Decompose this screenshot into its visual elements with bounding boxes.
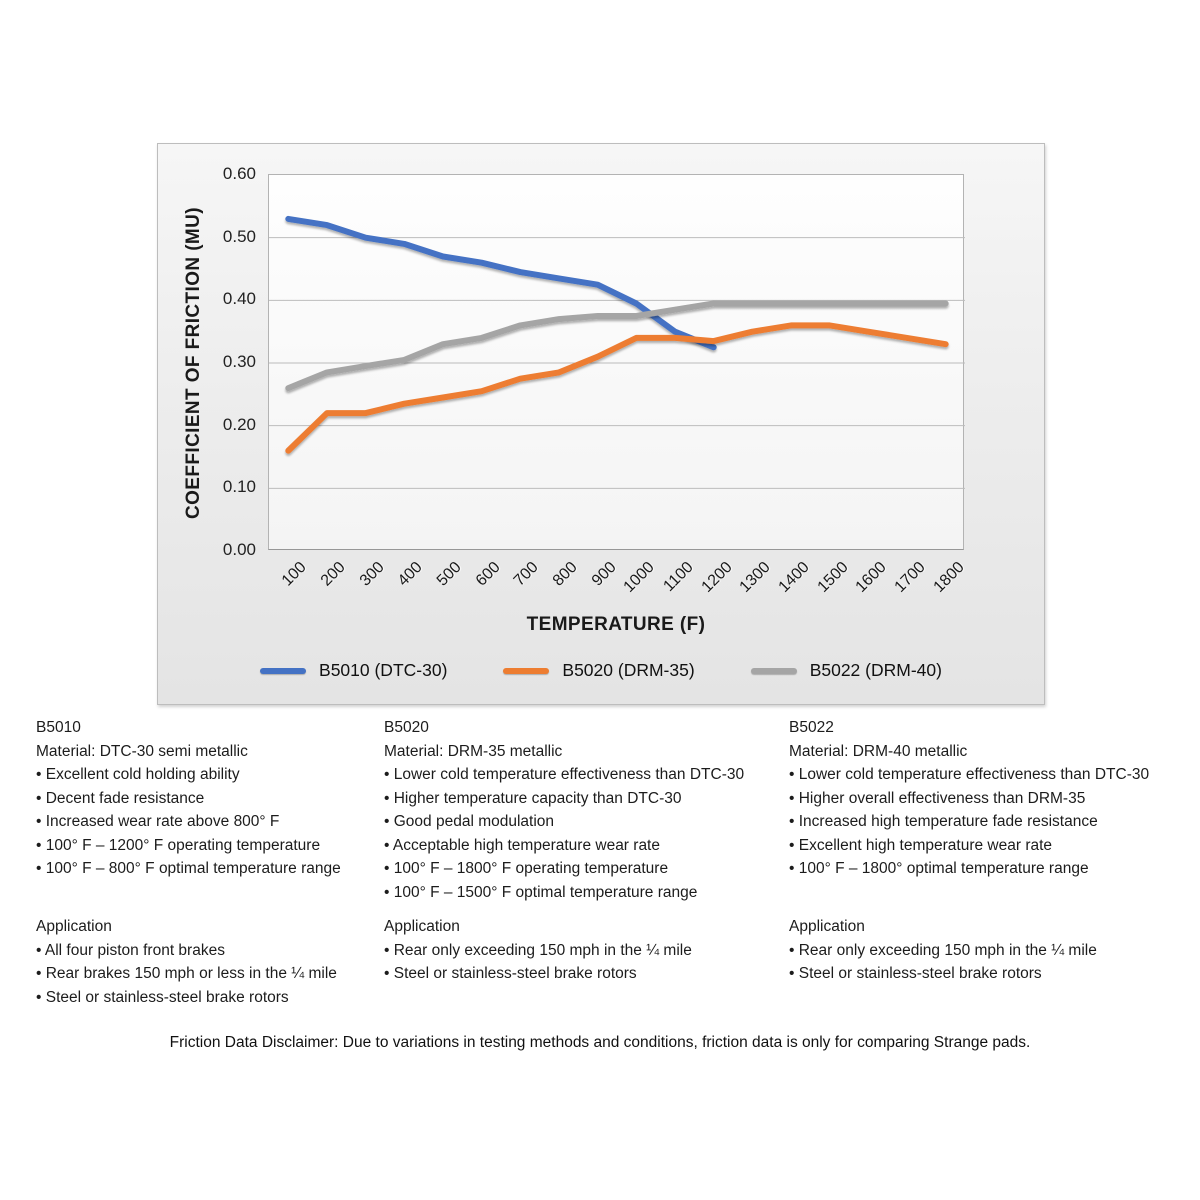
y-tick-label: 0.10 [222, 477, 256, 497]
friction-chart-card [157, 143, 1045, 705]
x-tick-label: 1500 [814, 558, 852, 596]
legend-label: B5010 (DTC-30) [319, 660, 448, 680]
bullet-item: • Lower cold temperature effectiveness than DTC-30 [789, 763, 1181, 787]
x-tick-label: 1700 [891, 558, 929, 596]
x-tick-label: 1600 [852, 558, 891, 596]
pad-id: B5010 [36, 719, 81, 736]
bullet-item: • 100° F – 1800° optimal temperature range [789, 857, 1181, 881]
legend-item-b5020 [503, 660, 694, 681]
y-tick-label: 0.20 [222, 414, 256, 434]
bullet-item: • Rear only exceeding 150 mph in the ¼ mile [384, 939, 786, 963]
application-section [384, 915, 786, 986]
legend-label: B5020 (DRM-35) [562, 660, 695, 680]
pad-id: B5020 [384, 719, 429, 736]
bullet-item: • All four piston front brakes [36, 939, 381, 963]
bullet-item: • Lower cold temperature effectiveness than DTC-30 [384, 763, 786, 787]
x-tick-label: 1800 [930, 558, 968, 596]
spec-column-b5020 [384, 716, 786, 982]
x-tick-label: 1000 [620, 558, 659, 596]
bullet-item: • Rear brakes 150 mph or less in the ¼ mile [36, 962, 381, 986]
pad-id: B5022 [789, 719, 834, 736]
bullet-item: • Steel or stainless-steel brake rotors [384, 962, 786, 986]
bullet-item: • Good pedal modulation [384, 810, 786, 834]
legend-item-b5022 [751, 660, 942, 681]
y-tick-label: 0.60 [222, 164, 256, 183]
bullet-item: • Excellent cold holding ability [36, 763, 381, 787]
series-lines [288, 219, 945, 451]
x-tick-label: 1100 [660, 558, 697, 596]
x-tick-label: 200 [317, 558, 349, 590]
x-tick-label: 800 [549, 558, 581, 590]
pad-material: Material: DRM-35 metallic [384, 742, 563, 760]
pad-feature-list [789, 763, 1181, 881]
x-tick-label: 1400 [775, 558, 813, 596]
y-axis-title: COEFFICIENT OF FRICTION (MU) [183, 207, 204, 519]
x-tick-label: 300 [356, 558, 388, 590]
x-tick-label: 600 [472, 558, 504, 590]
y-tick-label: 0.30 [222, 352, 256, 371]
x-axis-title: TEMPERATURE (F) [526, 614, 706, 635]
x-tick-label: 700 [511, 558, 543, 590]
spec-column-b5022 [789, 716, 1181, 982]
legend-line-swatch-icon [260, 668, 306, 674]
application-section [789, 915, 1181, 986]
bullet-item: • Excellent high temperature wear rate [789, 834, 1181, 858]
pad-feature-list [36, 763, 381, 881]
legend-line-swatch-icon [751, 668, 797, 674]
bullet-item: • Higher temperature capacity than DTC-30 [384, 787, 786, 811]
application-list [384, 939, 786, 986]
bullet-item: • 100° F – 1200° F operating temperature [36, 834, 381, 858]
chart-plot-svg [269, 175, 965, 551]
series-line-b5020 [288, 325, 945, 450]
legend-label: B5022 (DRM-40) [809, 660, 942, 680]
application-list [36, 939, 381, 1010]
y-tick-label: 0.00 [222, 540, 256, 559]
legend-line-swatch-icon [503, 668, 549, 674]
bullet-item: • Higher overall effectiveness than DRM-35 [789, 787, 1181, 811]
friction-data-disclaimer: Friction Data Disclaimer: Due to variations in testing methods and conditions, friction data is only for comparing Strange pads. [169, 1034, 1031, 1051]
application-title: Application [384, 918, 460, 935]
x-tick-label: 1200 [698, 558, 736, 596]
bullet-item: • 100° F – 1800° F operating temperature [384, 857, 786, 881]
application-title: Application [789, 918, 865, 935]
x-tick-label: 500 [433, 558, 465, 590]
bullet-item: • 100° F – 1500° F optimal temperature range [384, 881, 786, 905]
plot-area [268, 174, 964, 550]
x-tick-label: 400 [395, 558, 427, 590]
x-tick-label: 1300 [736, 558, 775, 596]
bullet-item: • 100° F – 800° F optimal temperature range [36, 857, 381, 881]
bullet-item: • Steel or stainless-steel brake rotors [36, 986, 381, 1010]
bullet-item: • Steel or stainless-steel brake rotors [789, 962, 1181, 986]
application-title: Application [36, 918, 112, 935]
bullet-item: • Increased high temperature fade resistance [789, 810, 1181, 834]
bullet-item: • Increased wear rate above 800° F [36, 810, 381, 834]
y-tick-label: 0.50 [222, 226, 256, 246]
bullet-item: • Acceptable high temperature wear rate [384, 834, 786, 858]
x-tick-label: 900 [588, 558, 620, 590]
y-tick-label: 0.40 [222, 289, 256, 309]
pad-material: Material: DTC-30 semi metallic [36, 742, 248, 760]
pad-material: Material: DRM-40 metallic [789, 742, 968, 760]
x-tick-label: 100 [279, 558, 311, 590]
legend-item-b5010 [260, 660, 447, 681]
bullet-item: • Decent fade resistance [36, 787, 381, 811]
spec-column-b5010 [36, 716, 381, 1006]
bullet-item: • Rear only exceeding 150 mph in the ¼ mile [789, 939, 1181, 963]
pad-feature-list [384, 763, 786, 904]
application-section [36, 915, 381, 1009]
chart-legend [158, 660, 1044, 681]
application-list [789, 939, 1181, 986]
